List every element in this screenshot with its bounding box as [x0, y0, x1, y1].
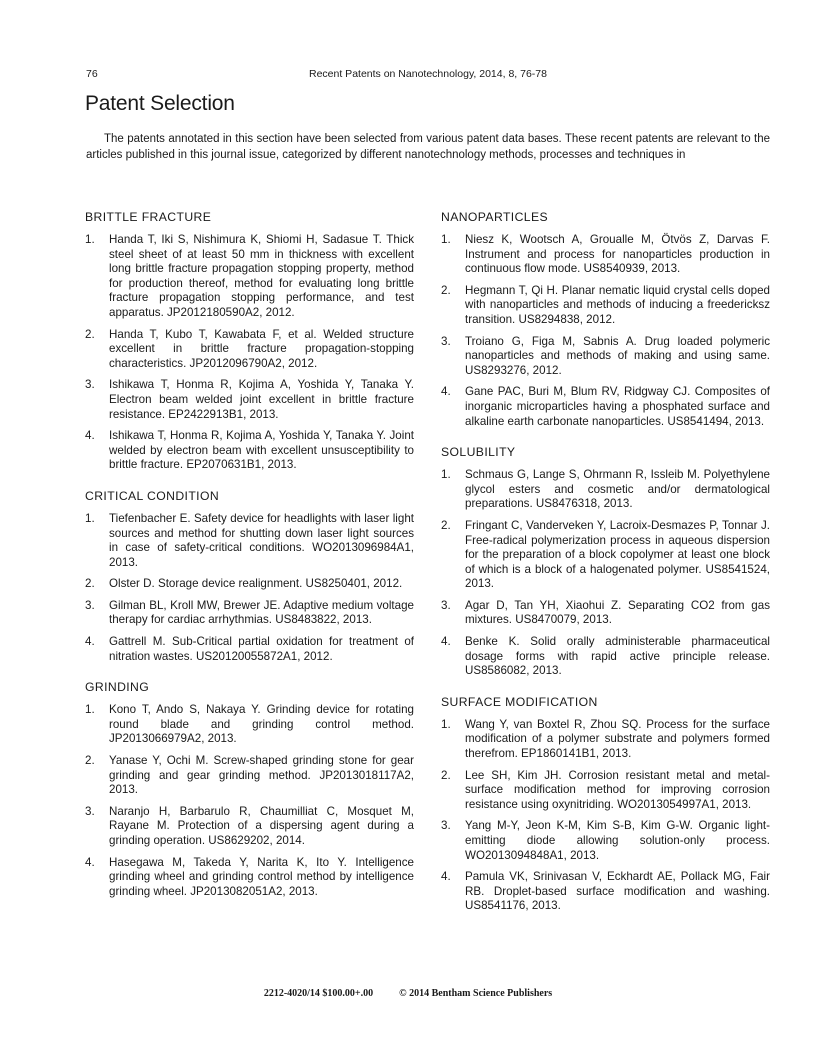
reference-text: Troiano G, Figa M, Sabnis A. Drug loaded polymeric nanoparticles and methods of making and using same. US8293276, 2012.: [465, 334, 770, 377]
reference-item: [441, 519, 770, 592]
section-heading: CRITICAL CONDITION: [85, 488, 220, 503]
reference-text: Ishikawa T, Honma R, Kojima A, Yoshida Y, Tanaka Y. Electron beam welded joint excellent in brittle fracture resistance. EP2422913B1, 2013.: [109, 378, 414, 421]
reference-item: [441, 468, 770, 512]
reference-number: 4.: [441, 635, 451, 649]
reference-item: [441, 819, 770, 863]
reference-text: Yang M-Y, Jeon K-M, Kim S-B, Kim G-W. Organic light-emitting diode allowing solution-only process. WO2013094848A1, 2013.: [465, 819, 770, 862]
reference-number: 3.: [85, 598, 95, 612]
reference-list: [441, 468, 770, 679]
right-column: [441, 210, 770, 930]
section-heading: SURFACE MODIFICATION: [441, 694, 598, 709]
reference-text: Benke K. Solid orally administerable pharmaceutical dosage forms with rapid active principle release. US8586082, 2013.: [465, 635, 770, 678]
section-heading: NANOPARTICLES: [441, 210, 549, 224]
reference-item: [441, 385, 770, 429]
reference-item: [441, 718, 770, 762]
reference-text: Gilman BL, Kroll MW, Brewer JE. Adaptive medium voltage therapy for cardiac arrhythmias. US8483822, 2013.: [109, 598, 414, 627]
reference-item: [441, 635, 770, 679]
reference-item: [85, 577, 414, 592]
reference-number: 3.: [441, 819, 451, 833]
reference-number: 4.: [85, 855, 95, 869]
reference-item: [85, 856, 414, 900]
reference-number: 3.: [441, 334, 451, 348]
intro-paragraph: The patents annotated in this section have been selected from various patent data bases. These recent patents are relevant to the articles published in this journal issue, categorized by different nanotechnology methods, processes and techniques in: [86, 133, 770, 161]
reference-number: 2.: [441, 768, 451, 782]
reference-text: Tiefenbacher E. Safety device for headlights with laser light sources and method for shutting down laser light sources in case of safety-critical conditions. WO2013096984A1, 2013.: [109, 511, 414, 569]
running-head: [86, 68, 770, 82]
reference-list: [441, 233, 770, 429]
section-critical-condition: [85, 489, 414, 664]
reference-number: 4.: [441, 385, 451, 399]
reference-number: 1.: [441, 233, 451, 246]
reference-number: 1.: [85, 703, 95, 717]
reference-number: 3.: [85, 804, 95, 818]
reference-list: [441, 718, 770, 914]
reference-number: 3.: [85, 378, 95, 392]
reference-item: [85, 378, 414, 422]
reference-text: Hasegawa M, Takeda Y, Narita K, Ito Y. Intelligence grinding wheel and grinding control method by intelligence grinding wheel. JP2013082051A2, 2013.: [109, 855, 414, 898]
page-title: Patent Selection: [85, 92, 235, 115]
reference-text: Gane PAC, Buri M, Blum RV, Ridgway CJ. Composites of inorganic microparticles having a phosphated surface and alkaline earth carbonate nanoparticles. US8541494, 2013.: [465, 385, 770, 428]
reference-text: Naranjo H, Barbarulo R, Chaumilliat C, Mosquet M, Rayane M. Protection of a dispersing agent during a grinding operation. US8629202, 2014.: [109, 804, 414, 847]
reference-number: 1.: [441, 468, 451, 482]
section-brittle-fracture: [85, 210, 414, 473]
page-number: 76: [86, 68, 98, 80]
reference-item: [85, 328, 414, 372]
reference-item: [85, 805, 414, 849]
reference-text: Olster D. Storage device realignment. US8250401, 2012.: [109, 577, 403, 591]
section-nanoparticles: [441, 210, 770, 429]
reference-item: [441, 335, 770, 379]
issn-price: 2212-4020/14 $100.00+.00: [263, 988, 374, 999]
reference-text: Handa T, Kubo T, Kawabata F, et al. Welded structure excellent in brittle fracture propagation-stopping characteristics. JP2012096790A2, 2012.: [109, 327, 414, 370]
section-heading: GRINDING: [85, 680, 150, 695]
reference-item: [85, 635, 414, 664]
reference-item: [85, 703, 414, 747]
reference-number: 2.: [85, 577, 95, 591]
reference-text: Schmaus G, Lange S, Ohrmann R, Issleib M. Polyethylene glycol esters and cosmetic and/or dermatological preparations. US8476318, 2013.: [465, 468, 770, 511]
reference-number: 4.: [441, 870, 451, 884]
reference-item: [85, 512, 414, 570]
reference-text: Yanase Y, Ochi M. Screw-shaped grinding stone for gear grinding and gear grinding method. JP2013018117A2, 2013.: [109, 754, 414, 797]
reference-number: 2.: [441, 283, 451, 297]
reference-text: Hegmann T, Qi H. Planar nematic liquid crystal cells doped with nanoparticles and methods of inducing a freedericksz transition. US8294838, 2012.: [465, 283, 770, 326]
reference-item: [441, 769, 770, 813]
left-column: [85, 210, 414, 915]
reference-item: [85, 233, 414, 321]
section-heading: BRITTLE FRACTURE: [85, 210, 212, 224]
reference-number: 2.: [85, 754, 95, 768]
reference-text: Ishikawa T, Honma R, Kojima A, Yoshida Y, Tanaka Y. Joint welded by electron beam with excellent unsusceptibility to brittle fracture. EP2070631B1, 2013.: [109, 429, 414, 472]
reference-item: [85, 599, 414, 628]
reference-text: Fringant C, Vanderveken Y, Lacroix-Desmazes P, Tonnar J. Free-radical polymerization process in aqueous dispersion for the preparation of a block copolymer at least one block of which is a block of a halogenated polymer. US8541524, 2013.: [465, 518, 770, 591]
reference-text: Kono T, Ando S, Nakaya Y. Grinding device for rotating round blade and grinding control method. JP2013066979A2, 2013.: [109, 703, 414, 746]
reference-number: 1.: [85, 233, 95, 246]
reference-text: Lee SH, Kim JH. Corrosion resistant metal and metal-surface modification method for improving corrosion resistance using oxynitriding. WO2013054997A1, 2013.: [465, 768, 770, 811]
reference-number: 2.: [85, 327, 95, 341]
section-grinding: [85, 680, 414, 899]
reference-number: 4.: [85, 429, 95, 443]
reference-item: [85, 754, 414, 798]
reference-text: Pamula VK, Srinivasan V, Eckhardt AE, Pollack MG, Fair RB. Droplet-based surface modification and washing. US8541176, 2013.: [465, 870, 770, 913]
reference-list: [85, 703, 414, 899]
reference-number: 1.: [85, 511, 95, 525]
copyright: © 2014 Bentham Science Publishers: [399, 988, 553, 999]
reference-text: Wang Y, van Boxtel R, Zhou SQ. Process for the surface modification of a polymer substrate and polymers formed therefrom. EP1860141B1, 2013.: [465, 717, 770, 761]
reference-number: 2.: [441, 518, 451, 532]
reference-text: Gattrell M. Sub-Critical partial oxidation for treatment of nitration wastes. US20120055872A1, 2012.: [109, 635, 414, 663]
reference-number: 3.: [441, 598, 451, 612]
reference-item: [85, 429, 414, 473]
reference-list: [85, 233, 414, 473]
reference-number: 1.: [441, 717, 451, 731]
journal-citation: Recent Patents on Nanotechnology, 2014, 8, 76-78: [309, 68, 547, 80]
page-footer: [0, 988, 816, 999]
reference-item: [441, 284, 770, 328]
reference-item: [441, 599, 770, 628]
reference-number: 4.: [85, 635, 95, 649]
section-solubility: [441, 445, 770, 679]
reference-text: Agar D, Tan YH, Xiaohui Z. Separating CO2 from gas mixtures. US8470079, 2013.: [465, 598, 770, 627]
reference-item: [441, 233, 770, 277]
section-heading: SOLUBILITY: [441, 445, 516, 460]
reference-text: Niesz K, Wootsch A, Groualle M, Ötvös Z, Darvas F. Instrument and process for nanoparticles production in continuous flow mode. US8540939, 2013.: [465, 233, 770, 276]
section-surface-modification: [441, 695, 770, 914]
reference-text: Handa T, Iki S, Nishimura K, Shiomi H, Sadasue T. Thick steel sheet of at least 50 mm in thickness with excellent long brittle fracture propagation stopping property, method for production thereof, method for evaluating long brittle fracture propagation stopping performance, and test apparatus. JP2012180590A2, 2012.: [109, 233, 414, 319]
reference-list: [85, 512, 414, 664]
reference-item: [441, 870, 770, 914]
